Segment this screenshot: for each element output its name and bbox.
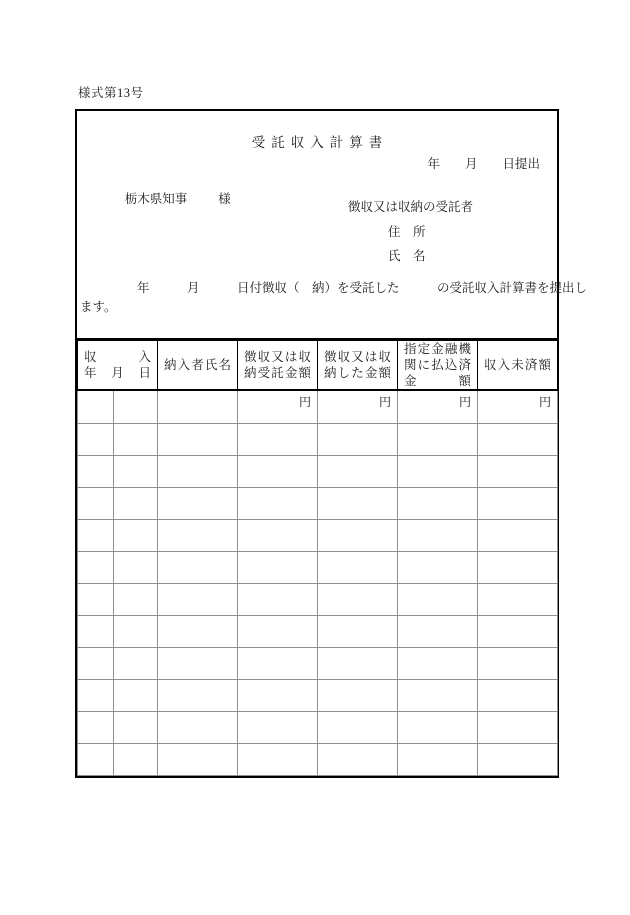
cell-unreceived-amount xyxy=(478,680,558,712)
header-receipt-char: 収 xyxy=(84,350,97,364)
cell-entrusted-amount xyxy=(238,744,318,776)
cell-collected-amount xyxy=(318,680,398,712)
header-collected-amount xyxy=(318,341,398,391)
cell-payer-name xyxy=(158,552,238,584)
unit-label-cell-bank-paid-amount: 円 xyxy=(398,390,478,424)
cell-unreceived-amount xyxy=(478,520,558,552)
cell-entrusted-amount xyxy=(238,424,318,456)
cell-entrusted-amount xyxy=(238,680,318,712)
header-bank-paid-line1: 指定金融機 xyxy=(404,342,472,356)
table-row xyxy=(78,712,558,744)
cell-bank-paid-amount xyxy=(398,712,478,744)
header-collected-line2: 納した金額 xyxy=(324,366,392,380)
cell-date-2 xyxy=(114,520,158,552)
cell-unreceived-amount xyxy=(478,552,558,584)
table-row xyxy=(78,616,558,648)
cell-unreceived-amount xyxy=(478,648,558,680)
header-month: 月 xyxy=(111,366,124,380)
consignee-label: 徴収又は収納の受託者 xyxy=(348,200,474,214)
cell-date-1 xyxy=(78,648,114,680)
cell-payer-name xyxy=(158,424,238,456)
cell-entrusted-amount xyxy=(238,648,318,680)
address-label: 住 所 xyxy=(388,225,426,239)
cell-payer-name xyxy=(158,744,238,776)
cell-bank-paid-amount xyxy=(398,680,478,712)
statement-line-1: 年 月 日付徴収（ 納）を受託した の受託収入計算書を提出し xyxy=(137,281,588,295)
income-table-header xyxy=(78,341,558,391)
cell-date-1 xyxy=(78,456,114,488)
header-bank-paid-amount xyxy=(398,341,478,391)
cell-collected-amount xyxy=(318,488,398,520)
cell-bank-paid-amount xyxy=(398,456,478,488)
cell-date-1 xyxy=(78,616,114,648)
form-header-section xyxy=(77,111,588,340)
header-payer-name-text: 納入者氏名 xyxy=(164,358,232,372)
cell-payer-name xyxy=(158,488,238,520)
unit-label-cell-collected-amount: 円 xyxy=(318,390,398,424)
unit-row xyxy=(78,390,558,424)
form-number-label: 様式第13号 xyxy=(78,86,144,100)
income-table-body xyxy=(78,390,558,776)
table-row xyxy=(78,680,558,712)
header-payer-name xyxy=(158,341,238,391)
submit-date-line: 年 月 日提出 xyxy=(427,157,540,171)
cell-date-2 xyxy=(114,488,158,520)
header-unreceived-amount xyxy=(478,341,558,391)
form-box xyxy=(75,109,588,778)
cell-date-2 xyxy=(114,744,158,776)
cell-entrusted-amount xyxy=(238,488,318,520)
cell-payer-name xyxy=(158,648,238,680)
cell-unreceived-amount xyxy=(478,456,558,488)
cell-payer-name xyxy=(158,584,238,616)
unit-label-cell-entrusted-amount: 円 xyxy=(238,390,318,424)
cell-date-2 xyxy=(114,456,158,488)
cell-date-2 xyxy=(114,616,158,648)
cell-date-1 xyxy=(78,520,114,552)
cell-unreceived-amount xyxy=(478,488,558,520)
table-row xyxy=(78,584,558,616)
cell-entrusted-amount xyxy=(238,456,318,488)
cell-collected-amount xyxy=(318,456,398,488)
header-unreceived-text: 収入未済額 xyxy=(484,358,552,372)
cell-date-2 xyxy=(114,712,158,744)
table-row xyxy=(78,552,558,584)
cell-collected-amount xyxy=(318,424,398,456)
header-entrusted-amount xyxy=(238,341,318,391)
cell-collected-amount xyxy=(318,648,398,680)
table-row xyxy=(78,424,558,456)
header-year: 年 xyxy=(84,366,97,380)
form-title: 受託収入計算書 xyxy=(251,135,389,150)
cell-date-1 xyxy=(78,390,114,424)
cell-payer-name xyxy=(158,616,238,648)
table-row xyxy=(78,488,558,520)
cell-bank-paid-amount xyxy=(398,616,478,648)
header-entrusted-line1: 徴収又は収 xyxy=(244,350,312,364)
cell-payer-name xyxy=(158,390,238,424)
cell-entrusted-amount xyxy=(238,584,318,616)
cell-date-2 xyxy=(114,552,158,584)
addressee-honorific: 様 xyxy=(218,192,231,206)
addressee-line xyxy=(106,177,231,222)
cell-collected-amount xyxy=(318,744,398,776)
cell-collected-amount xyxy=(318,520,398,552)
cell-entrusted-amount xyxy=(238,616,318,648)
header-receipt-date xyxy=(78,341,158,391)
cell-unreceived-amount xyxy=(478,616,558,648)
cell-date-2 xyxy=(114,584,158,616)
table-row xyxy=(78,456,558,488)
unit-label-cell-unreceived-amount: 円 xyxy=(478,390,558,424)
cell-date-2 xyxy=(114,680,158,712)
cell-date-1 xyxy=(78,424,114,456)
cell-bank-paid-amount xyxy=(398,520,478,552)
statement-line-2: ます。 xyxy=(80,300,117,314)
table-row xyxy=(78,648,558,680)
cell-payer-name xyxy=(158,456,238,488)
table-row xyxy=(78,520,558,552)
cell-bank-paid-amount xyxy=(398,744,478,776)
addressee-name: 栃木県知事 xyxy=(124,192,188,206)
cell-entrusted-amount xyxy=(238,520,318,552)
header-bank-paid-line3: 金額 xyxy=(404,374,472,388)
cell-bank-paid-amount xyxy=(398,488,478,520)
cell-collected-amount xyxy=(318,712,398,744)
cell-bank-paid-amount xyxy=(398,648,478,680)
cell-unreceived-amount xyxy=(478,584,558,616)
cell-unreceived-amount xyxy=(478,744,558,776)
cell-bank-paid-amount xyxy=(398,584,478,616)
cell-payer-name xyxy=(158,680,238,712)
income-table xyxy=(77,340,558,776)
cell-collected-amount xyxy=(318,552,398,584)
cell-entrusted-amount xyxy=(238,712,318,744)
cell-collected-amount xyxy=(318,616,398,648)
cell-date-2 xyxy=(114,424,158,456)
header-collected-line1: 徴収又は収 xyxy=(324,350,392,364)
cell-date-1 xyxy=(78,584,114,616)
cell-date-1 xyxy=(78,744,114,776)
cell-bank-paid-amount xyxy=(398,552,478,584)
cell-date-1 xyxy=(78,712,114,744)
cell-date-1 xyxy=(78,680,114,712)
header-entrusted-line2: 納受託金額 xyxy=(244,366,312,380)
cell-date-2 xyxy=(114,648,158,680)
header-day: 日 xyxy=(138,366,152,380)
table-row xyxy=(78,744,558,776)
cell-bank-paid-amount xyxy=(398,424,478,456)
cell-unreceived-amount xyxy=(478,424,558,456)
cell-date-2 xyxy=(114,390,158,424)
cell-entrusted-amount xyxy=(238,552,318,584)
cell-payer-name xyxy=(158,712,238,744)
cell-collected-amount xyxy=(318,584,398,616)
cell-payer-name xyxy=(158,520,238,552)
cell-unreceived-amount xyxy=(478,712,558,744)
name-label: 氏 名 xyxy=(388,249,426,263)
cell-date-1 xyxy=(78,488,114,520)
header-income-char: 入 xyxy=(138,350,152,364)
cell-date-1 xyxy=(78,552,114,584)
header-bank-paid-line2: 関に払込済 xyxy=(404,358,472,372)
